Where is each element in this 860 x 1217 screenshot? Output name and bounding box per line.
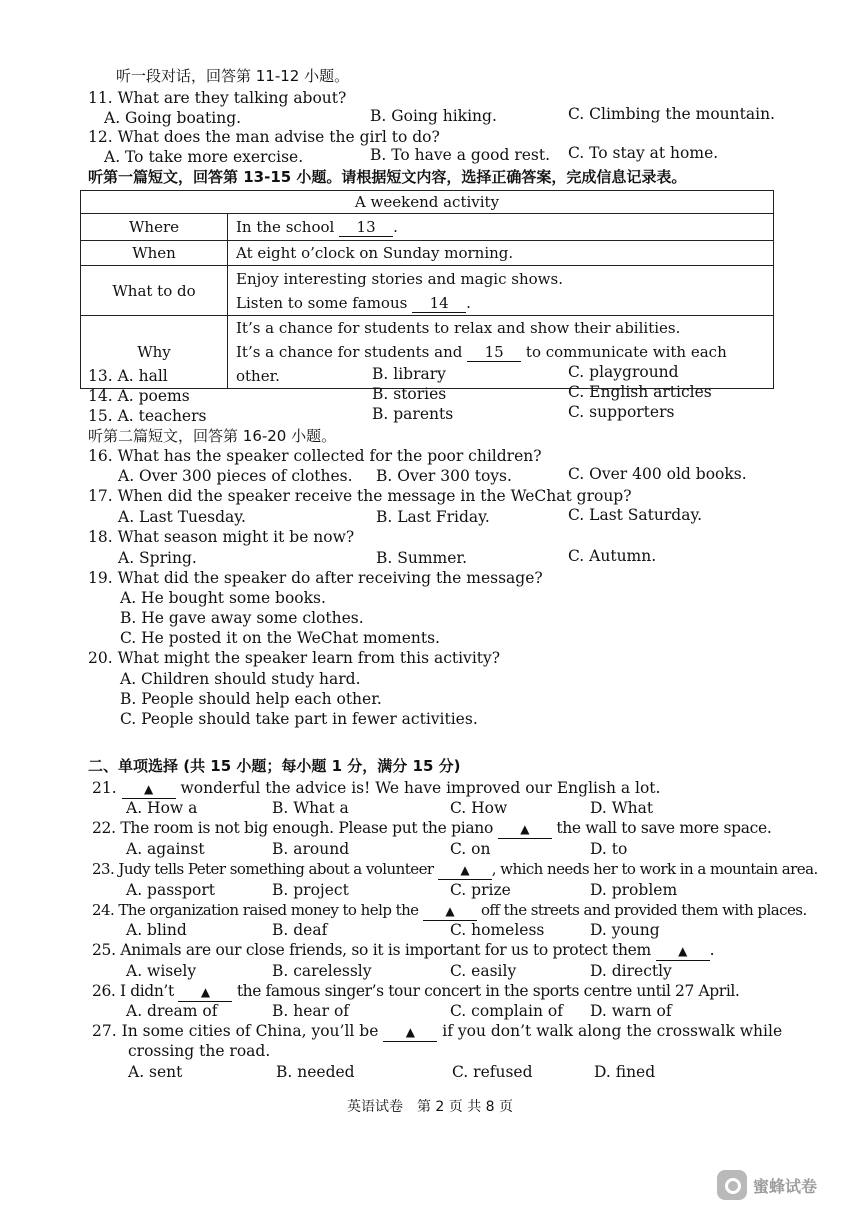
q18-option-b: B. Summer.	[376, 549, 468, 567]
q24-option-d: D. young	[590, 921, 660, 939]
q22-option-d: D. to	[590, 840, 628, 858]
q19-option-b: B. He gave away some clothes.	[120, 609, 364, 627]
q27-option-b: B. needed	[276, 1063, 355, 1081]
watermark	[717, 1170, 817, 1200]
q27-option-a: A. sent	[128, 1063, 183, 1081]
q26-option-c: C. complain of	[450, 1002, 563, 1020]
q21-option-c: C. How	[450, 799, 508, 817]
blank-13: 13	[339, 218, 393, 237]
q15-option-b: B. parents	[372, 405, 454, 423]
q16-option-b: B. Over 300 toys.	[376, 467, 512, 485]
q27-blank: ▲	[383, 1023, 437, 1042]
q24-option-b: B. deaf	[272, 921, 328, 939]
q22-blank: ▲	[498, 820, 552, 839]
row-value-when: At eight o’clock on Sunday morning.	[228, 241, 774, 266]
row-value-where: In the school 13 .	[228, 214, 774, 241]
page-footer: 英语试卷 第 2 页 共 8 页	[346, 1099, 514, 1115]
q22-option-b: B. around	[272, 840, 350, 858]
q19-option-c: C. He posted it on the WeChat moments.	[120, 629, 440, 647]
q23-blank: ▲	[438, 861, 492, 880]
q19-stem: 19. What did the speaker do after receiving the message?	[88, 569, 543, 587]
q11-option-c: C. Climbing the mountain.	[568, 105, 775, 123]
q21-option-d: D. What	[590, 799, 654, 817]
row-value-why: It’s a chance for students to relax and show their abilities. It’s a chance for students and 15 to communicate with each other.	[228, 316, 774, 389]
q12-option-c: C. To stay at home.	[568, 144, 719, 162]
q24-option-a: A. blind	[126, 921, 187, 939]
q12-option-a: A. To take more exercise.	[104, 148, 304, 166]
q17-stem: 17. When did the speaker receive the message in the WeChat group?	[88, 487, 632, 505]
q25-stem: 25. Animals are our close friends, so it is important for us to protect them ▲ .	[92, 941, 715, 959]
row-label-where: Where	[81, 214, 228, 241]
q26-stem: 26. I didn’t ▲ the famous singer’s tour concert in the sports centre until 27 April.	[92, 982, 740, 1000]
q26-blank: ▲	[178, 983, 232, 1002]
q23-option-b: B. project	[272, 881, 349, 899]
q22-option-c: C. on	[450, 840, 491, 858]
q14-option-c: C. English articles	[568, 383, 712, 401]
q19-option-a: A. He bought some books.	[120, 589, 326, 607]
q21-blank: ▲	[122, 780, 176, 799]
q17-option-a: A. Last Tuesday.	[118, 508, 246, 526]
q20-stem: 20. What might the speaker learn from this activity?	[88, 649, 501, 667]
q25-option-c: C. easily	[450, 962, 517, 980]
q13-option-b: B. library	[372, 365, 446, 383]
q22-option-a: A. against	[126, 840, 205, 858]
passage1-intro: 听第一篇短文，回答第 13-15 小题。请根据短文内容，选择正确答案，完成信息记录表。	[88, 168, 687, 186]
q11-option-b: B. Going hiking.	[370, 107, 497, 125]
q20-option-b: B. People should help each other.	[120, 690, 382, 708]
table-title: A weekend activity	[81, 191, 774, 214]
q26-option-b: B. hear of	[272, 1002, 350, 1020]
q13-option-a: 13. A. hall	[88, 367, 168, 385]
q26-option-d: D. warn of	[590, 1002, 672, 1020]
q25-blank: ▲	[656, 942, 710, 961]
q24-stem: 24. The organization raised money to help the ▲ off the streets and provided them with places.	[92, 901, 807, 919]
q27-stem-continued: crossing the road.	[128, 1042, 271, 1060]
q14-option-a: 14. A. poems	[88, 387, 190, 405]
q23-stem: 23. Judy tells Peter something about a volunteer ▲ , which needs her to work in a mountain area.	[92, 860, 818, 878]
row-label-when: When	[81, 241, 228, 266]
q16-stem: 16. What has the speaker collected for the poor children?	[88, 447, 542, 465]
q27-option-c: C. refused	[452, 1063, 533, 1081]
q23-option-d: D. problem	[590, 881, 678, 899]
info-record-table	[80, 190, 774, 389]
q24-option-c: C. homeless	[450, 921, 545, 939]
q25-option-a: A. wisely	[126, 962, 197, 980]
q12-stem: 12. What does the man advise the girl to do?	[88, 128, 440, 146]
q22-stem: 22. The room is not big enough. Please put the piano ▲ the wall to save more space.	[92, 819, 772, 837]
q27-stem: 27. In some cities of China, you’ll be ▲ if you don’t walk along the crosswalk while	[92, 1022, 783, 1040]
q15-option-c: C. supporters	[568, 403, 675, 421]
q12-option-b: B. To have a good rest.	[370, 146, 551, 164]
q18-option-c: C. Autumn.	[568, 547, 657, 565]
blank-14: 14	[412, 294, 466, 313]
section2-heading: 二、单项选择 (共 15 小题；每小题 1 分，满分 15 分)	[88, 757, 461, 775]
row-label-why: Why	[81, 316, 228, 389]
q15-option-a: 15. A. teachers	[88, 407, 207, 425]
q23-option-c: C. prize	[450, 881, 511, 899]
q16-option-c: C. Over 400 old books.	[568, 465, 747, 483]
row-label-what: What to do	[81, 266, 228, 316]
q20-option-c: C. People should take part in fewer activities.	[120, 710, 478, 728]
q16-option-a: A. Over 300 pieces of clothes.	[118, 467, 353, 485]
watermark-logo-icon	[717, 1170, 747, 1200]
row-value-what: Enjoy interesting stories and magic shows. Listen to some famous 14 .	[228, 266, 774, 316]
q23-option-a: A. passport	[126, 881, 216, 899]
q17-option-c: C. Last Saturday.	[568, 506, 703, 524]
q17-option-b: B. Last Friday.	[376, 508, 490, 526]
q25-option-b: B. carelessly	[272, 962, 372, 980]
q13-option-c: C. playground	[568, 363, 679, 381]
q26-option-a: A. dream of	[126, 1002, 218, 1020]
q21-option-a: A. How a	[126, 799, 198, 817]
q20-option-a: A. Children should study hard.	[120, 670, 361, 688]
passage2-intro: 听第二篇短文，回答第 16-20 小题。	[88, 427, 337, 445]
q21-option-b: B. What a	[272, 799, 349, 817]
q18-stem: 18. What season might it be now?	[88, 528, 355, 546]
q11-stem: 11. What are they talking about?	[88, 89, 347, 107]
blank-15: 15	[467, 343, 521, 362]
watermark-text: 蜜蜂试卷	[753, 1176, 818, 1196]
q11-option-a: A. Going boating.	[104, 109, 242, 127]
q25-option-d: D. directly	[590, 962, 672, 980]
dialog-intro: 听一段对话，回答第 11-12 小题。	[116, 67, 350, 85]
q18-option-a: A. Spring.	[118, 549, 197, 567]
q27-option-d: D. fined	[594, 1063, 656, 1081]
q24-blank: ▲	[423, 902, 477, 921]
q14-option-b: B. stories	[372, 385, 447, 403]
q21-stem: 21. ▲ wonderful the advice is! We have improved our English a lot.	[92, 779, 661, 797]
